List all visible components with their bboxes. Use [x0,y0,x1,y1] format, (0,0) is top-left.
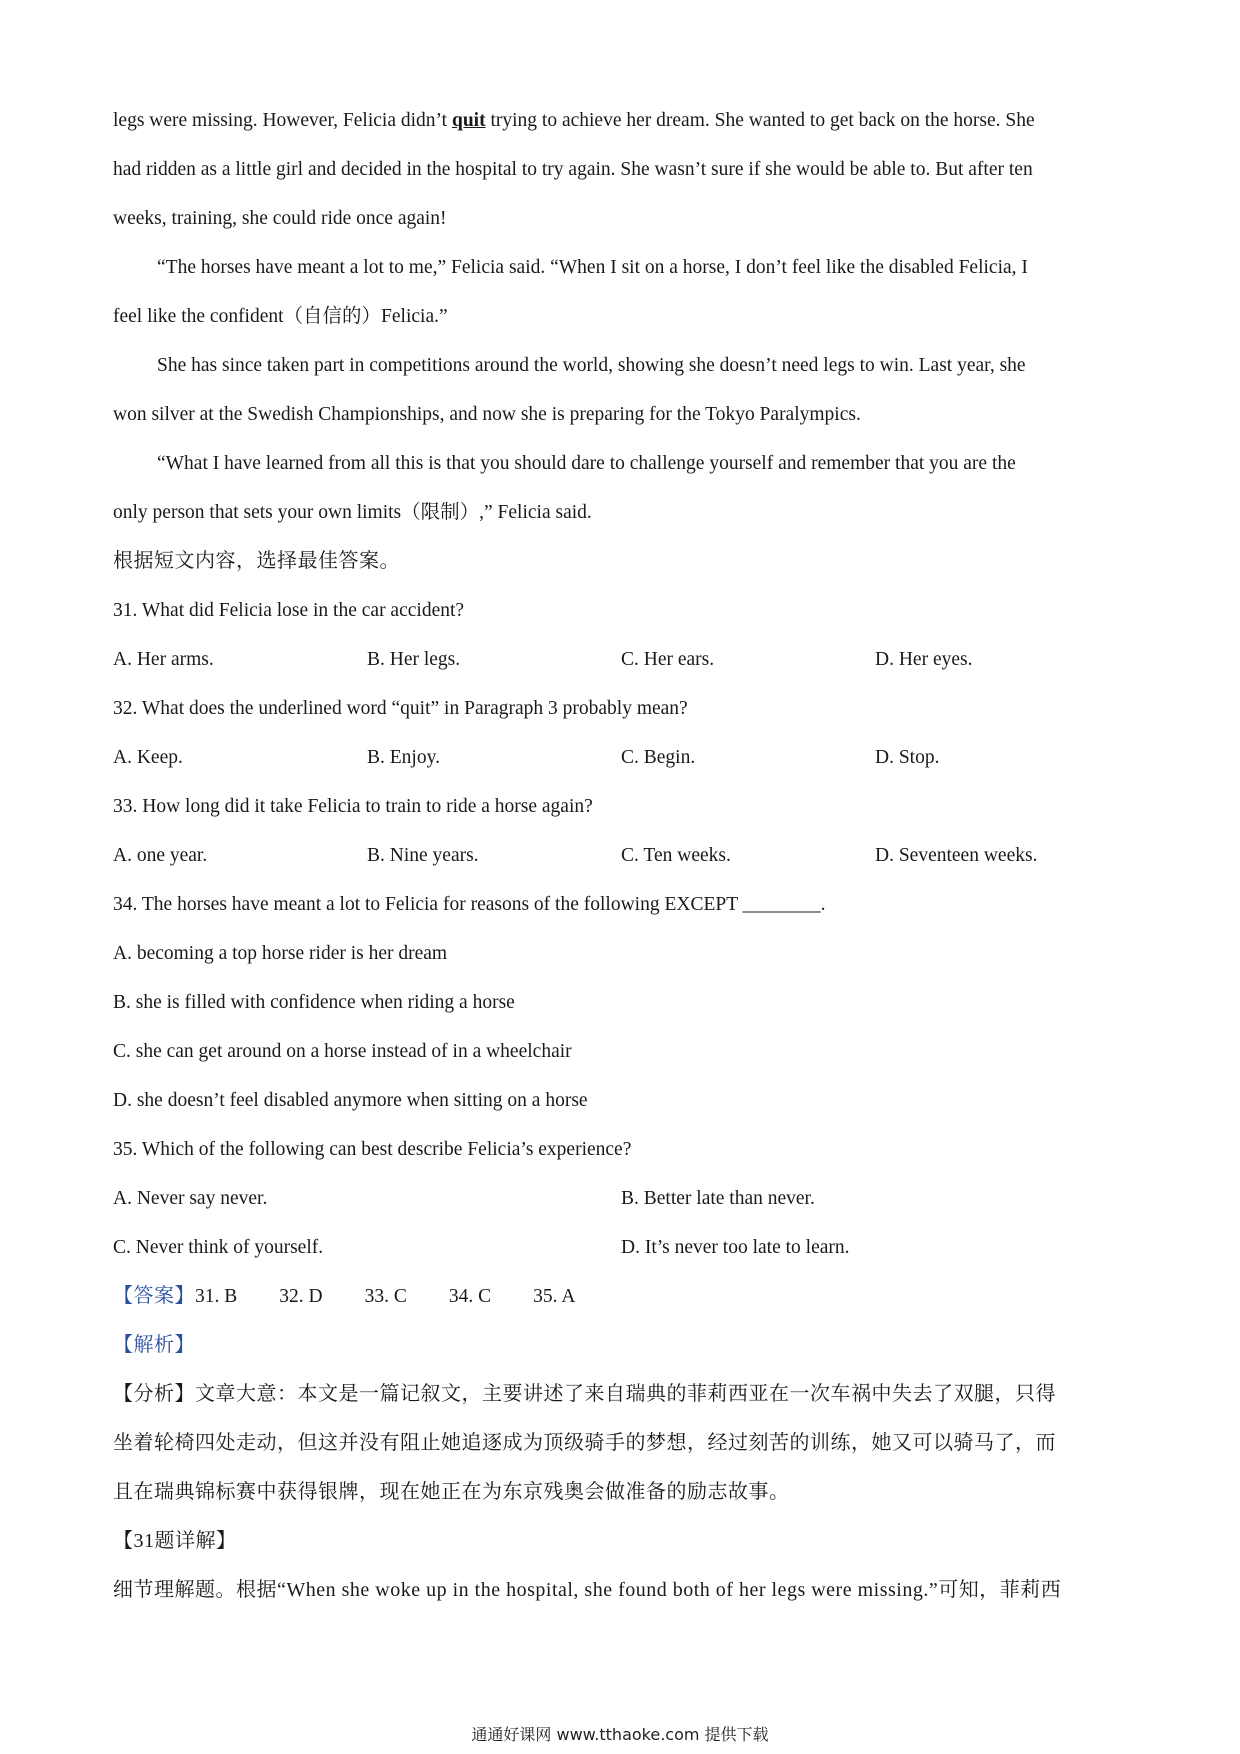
question-35: 35. Which of the following can best describe Felicia’s experience? [113,1139,632,1160]
option-a[interactable]: A. Never say never. [113,1188,268,1209]
passage-line: had ridden as a little girl and decided in the hospital to try again. She wasn’t sure if she would be able to. But after ten [113,159,1033,180]
passage-line: only person that sets your own limits（限制）,” Felicia said. [113,502,592,523]
page-footer: 通通好课网 www.tthaoke.com 提供下载 [471,1725,769,1744]
option-d[interactable]: D. she doesn’t feel disabled anymore when sitting on a horse [113,1090,588,1111]
underlined-word: quit [451,110,486,131]
options-35-row2 [113,1223,1133,1272]
option-a[interactable]: A. Her arms. [113,649,214,670]
analysis-tag: 【解析】 [113,1334,195,1356]
passage-line: legs were missing. However, Felicia didn’t quit trying to achieve her dream. She wanted to get back on the horse. She [113,110,1035,131]
document-page [113,96,1133,1615]
option-c[interactable]: C. Her ears. [621,649,715,670]
answer-line [113,1272,1133,1321]
options-35-row1 [113,1174,1133,1223]
question-32: 32. What does the underlined word “quit” in Paragraph 3 probably mean? [113,698,688,719]
option-c[interactable]: C. Begin. [621,747,696,768]
answer-item: 31. B [195,1286,238,1307]
passage-line: “What I have learned from all this is that you should dare to challenge yourself and remember that you are the [157,453,1016,474]
answer-item: 33. C [364,1286,407,1307]
option-b[interactable]: B. she is filled with confidence when riding a horse [113,992,515,1013]
passage-line: feel like the confident（自信的）Felicia.” [113,306,448,327]
answer-item: 35. A [533,1286,576,1307]
answer-tag: 【答案】 [113,1285,195,1307]
option-d[interactable]: D. Stop. [875,747,940,768]
option-d[interactable]: D. It’s never too late to learn. [621,1237,850,1258]
instruction: 根据短文内容，选择最佳答案。 [113,550,400,572]
detail-text: 细节理解题。根据“When she woke up in the hospital, she found both of her legs were missing.”可知，菲莉西 [113,1579,1062,1601]
detail-tag: 【31题详解】 [113,1530,237,1552]
options-32 [113,733,1133,782]
analysis-summary: 且在瑞典锦标赛中获得银牌，现在她正在为东京残奥会做准备的励志故事。 [113,1481,790,1503]
option-b[interactable]: B. Enjoy. [367,747,440,768]
answer-item: 32. D [279,1286,323,1307]
passage-line: “The horses have meant a lot to me,” Felicia said. “When I sit on a horse, I don’t feel like the disabled Felicia, I [157,257,1028,278]
options-31 [113,635,1133,684]
option-b[interactable]: B. Better late than never. [621,1188,815,1209]
options-33 [113,831,1133,880]
question-31: 31. What did Felicia lose in the car accident? [113,600,465,621]
option-a[interactable]: A. Keep. [113,747,183,768]
passage-line: won silver at the Swedish Championships, and now she is preparing for the Tokyo Paralympics. [113,404,861,425]
question-34: 34. The horses have meant a lot to Felicia for reasons of the following EXCEPT ________. [113,894,826,915]
option-a[interactable]: A. becoming a top horse rider is her dream [113,943,448,964]
option-c[interactable]: C. she can get around on a horse instead of in a wheelchair [113,1041,572,1062]
analysis-summary: 【分析】文章大意：本文是一篇记叙文，主要讲述了来自瑞典的菲莉西亚在一次车祸中失去了双腿，只得 [113,1383,1056,1405]
option-b[interactable]: B. Her legs. [367,649,461,670]
question-33: 33. How long did it take Felicia to train to ride a horse again? [113,796,593,817]
analysis-summary: 坐着轮椅四处走动，但这并没有阻止她追逐成为顶级骑手的梦想，经过刻苦的训练，她又可以骑马了，而 [113,1432,1056,1454]
answer-item: 34. C [448,1286,492,1307]
option-c[interactable]: C. Ten weeks. [621,845,731,866]
passage-line: She has since taken part in competitions around the world, showing she doesn’t need legs to win. Last year, she [157,355,1026,376]
option-b[interactable]: B. Nine years. [367,845,479,866]
option-c[interactable]: C. Never think of yourself. [113,1237,324,1258]
option-a[interactable]: A. one year. [113,845,208,866]
option-d[interactable]: D. Seventeen weeks. [875,845,1038,866]
option-d[interactable]: D. Her eyes. [875,649,973,670]
passage-line: weeks, training, she could ride once again! [113,208,447,229]
